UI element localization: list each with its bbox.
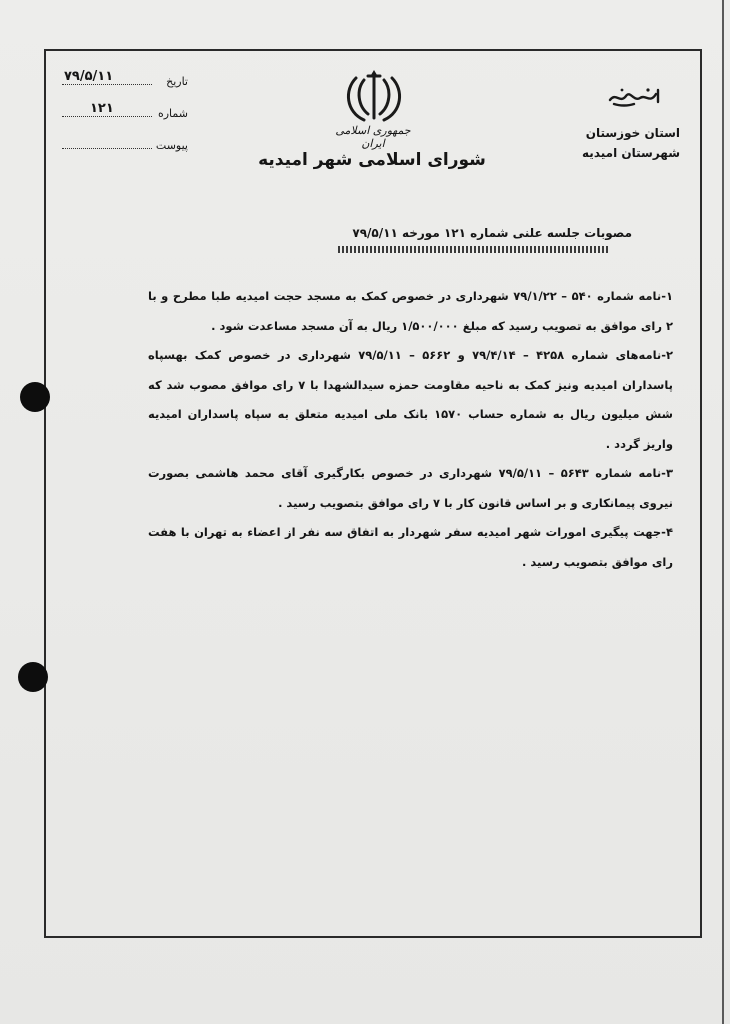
- province-label: استان خوزستان: [585, 126, 680, 140]
- attachment-row: [58, 136, 188, 154]
- date-value: ۷۹/۵/۱۱: [64, 69, 114, 84]
- paper-edge: [722, 0, 724, 1024]
- date-label: تاریخ: [166, 75, 188, 88]
- attachment-label: پیوست: [155, 139, 188, 152]
- resolutions-heading: [302, 226, 632, 253]
- resolution-item-2: ۲-نامه‌های شماره ۴۲۵۸ – ۷۹/۴/۱۴ و ۵۶۶۲ – ۷۹/۵/۱۱ شهرداری در خصوص کمک بهسپاه پاسداران امیدیه ونیز کمک به ناحیه مقاومت حمزه سیدالشهدا با ۷ رای موافق مصوب شد که شش میلیون ریال به شماره حساب ۱۵۷۰ بانک ملی امیدیه متعلق به سپاه پاسداران امیدیه واریز گردد .: [148, 348, 674, 451]
- heading-underline: [338, 246, 608, 253]
- resolutions-body: [148, 282, 673, 577]
- resolution-item-1: ۱-نامه شماره ۵۴۰ – ۷۹/۱/۲۲ شهرداری در خصوص کمک به مسجد حجت امیدیه طبا مطرح و با ۲ رای موافق به تصویب رسید که مبلغ ۱/۵۰۰/۰۰۰ ریال به آن مسجد مساعدت شود .: [148, 289, 673, 333]
- county-label: شهرستان امیدیه: [582, 146, 680, 160]
- attachment-line: [62, 136, 152, 149]
- date-line: [62, 69, 152, 85]
- emblem-caption: جمهوری اسلامی ایران: [335, 124, 411, 150]
- basmala-calligraphy-icon: [606, 86, 666, 108]
- resolution-item-3: ۳-نامه شماره ۵۶۴۳ – ۷۹/۵/۱۱ شهرداری در خصوص بکارگیری آقای محمد هاشمی بصورت نیروی پیمانکاری و بر اساس قانون کار با ۷ رای موافق بتصویب رسید .: [148, 466, 673, 510]
- council-title: شورای اسلامی شهر امیدیه: [258, 150, 486, 170]
- national-emblem-icon: [342, 68, 406, 126]
- punch-hole: [20, 382, 50, 412]
- number-row: [58, 101, 188, 122]
- number-label: شماره: [157, 107, 188, 120]
- number-value: ۱۲۱: [90, 101, 114, 116]
- punch-hole: [18, 662, 48, 692]
- date-row: [58, 69, 188, 90]
- resolution-item-4: ۴-جهت پیگیری امورات شهر امیدیه سفر شهردار به اتفاق سه نفر از اعضاء به تهران با هفت رای موافق بتصویب رسید .: [148, 525, 673, 569]
- resolutions-heading-text: مصوبات جلسه علنی شماره ۱۲۱ مورخه ۷۹/۵/۱۱: [352, 226, 632, 240]
- number-line: [62, 101, 152, 117]
